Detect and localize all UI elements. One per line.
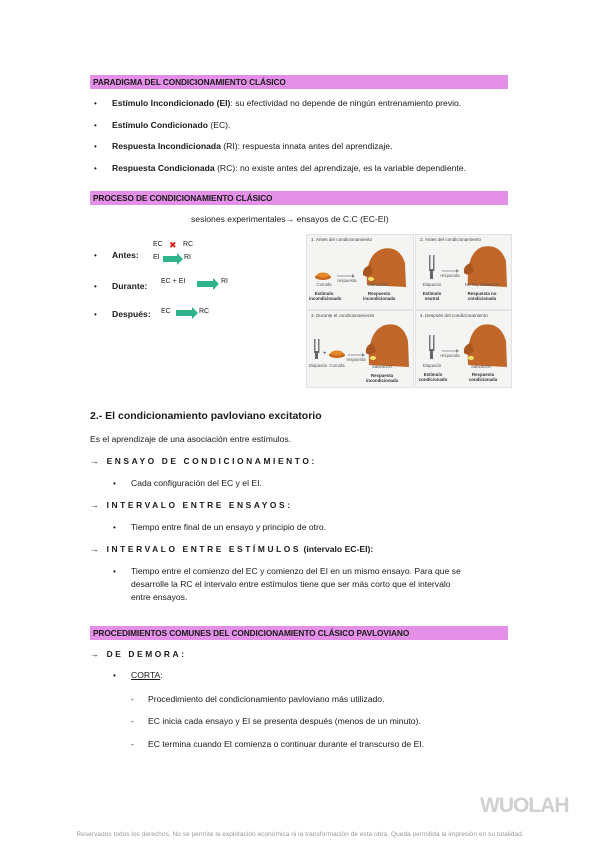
arrow: → <box>285 214 295 224</box>
durante-label: Durante: <box>112 281 148 291</box>
heading-suffix: : <box>181 649 187 659</box>
caption: Respuesta incondicionada <box>363 291 396 301</box>
arrow-icon <box>163 256 177 262</box>
figure-panel-3 <box>306 310 414 388</box>
response-label: Salivación <box>371 364 392 369</box>
arrow-icon: → <box>90 649 99 659</box>
panel-title: 4. Después del condicionamiento <box>420 313 488 318</box>
antes-label: Antes: <box>112 250 139 260</box>
heading-text: ENSAYO DE CONDICIONAMIENTO <box>106 456 312 466</box>
arrow-label: respuesta <box>440 353 460 358</box>
antes-ri: RI <box>184 254 191 261</box>
arrow-icon <box>176 310 192 316</box>
bullet: • <box>113 671 116 680</box>
item-text: entre ensayos. <box>131 592 188 602</box>
tuning-fork-icon <box>429 255 431 271</box>
dash: - <box>131 694 134 704</box>
dog-icon <box>369 324 409 367</box>
abbr: (EI) <box>216 98 231 108</box>
dog-icon <box>468 246 507 287</box>
list-item: EC termina cuando EI comienza o continuar durante el transcurso de EI. <box>148 739 425 749</box>
section-header-process: PROCESO DE CONDICIONAMIENTO CLÁSICO <box>90 191 508 205</box>
abbr: (EC) <box>210 120 229 130</box>
subtitle-tail: ensayos de C.C (EC-EI) <box>296 214 389 224</box>
term: Respuesta Incondicionada <box>112 141 221 151</box>
figure-panel-2 <box>415 234 512 310</box>
heading-suffix: : <box>287 500 293 510</box>
desc: : respuesta innata antes del aprendizaje. <box>237 141 393 151</box>
item-text: Tiempo entre el comienzo del EC y comienzo del EI en un mismo ensayo. Para que se <box>131 566 461 576</box>
process-despues <box>94 309 151 320</box>
antes-ei: EI <box>153 254 160 261</box>
section-header-procedures: PROCEDIMIENTOS COMUNES DEL CONDICIONAMIENTO CLÁSICO PAVLOVIANO <box>90 626 508 640</box>
arrow-icon: → <box>90 500 99 510</box>
caption: Estímulo condicionado <box>418 372 448 382</box>
subtitle-text: sesiones experimentales <box>191 214 286 224</box>
bullet: • <box>113 567 116 576</box>
response-label: Salivación <box>470 364 491 369</box>
antes-ec: EC <box>153 241 163 248</box>
food-icon <box>317 273 329 278</box>
wuolah-logo: WUOLAH <box>480 794 569 817</box>
heading-ensayo <box>90 456 317 466</box>
bullet: • <box>113 523 116 532</box>
item-text: desarrolle la RC el intervalo entre estímulos tiene que ser más corto que el intervalo <box>131 579 451 589</box>
despues-ec: EC <box>161 308 171 315</box>
list-item: Procedimiento del condicionamiento pavloviano más utilizado. <box>148 694 385 704</box>
bullet: • <box>94 142 97 151</box>
process-subtitle <box>191 214 389 225</box>
arrow-label: respuesta <box>337 278 357 283</box>
durante-ri: RI <box>221 278 228 285</box>
bullet: • <box>94 121 97 130</box>
section-title: 2.- El condicionamiento pavloviano excitatorio <box>90 410 322 422</box>
dog-icon <box>468 324 507 367</box>
sub-heading: CORTA <box>131 670 161 680</box>
arrow-label: respuesta <box>346 357 366 362</box>
list-item: EC inicia cada ensayo y EI se presenta después (menos de un minuto). <box>148 716 421 726</box>
durante-expr: EC + EI <box>161 278 186 285</box>
despues-rc: RC <box>199 308 210 315</box>
despues-label: Después: <box>112 309 151 319</box>
caption: Estímulo neutral <box>422 291 442 301</box>
caption: Respuesta condicionada <box>468 372 498 382</box>
list-item <box>94 98 462 109</box>
list-item <box>113 478 262 489</box>
stimulus-label: Comida <box>316 282 332 287</box>
list-item <box>94 120 231 131</box>
abbr: (RI) <box>223 141 238 151</box>
bullet: • <box>94 164 97 173</box>
sub-heading-suffix: : <box>160 670 163 680</box>
heading-demora <box>90 649 187 659</box>
dash: - <box>131 716 134 726</box>
figure-panel-1 <box>306 234 414 310</box>
process-durante <box>94 281 148 292</box>
bullet: • <box>94 282 97 291</box>
stimulus-label: Comida <box>329 363 345 368</box>
heading-text: DE DEMORA <box>106 649 182 659</box>
desc: : no existe antes del aprendizaje, es la variable dependiente. <box>235 163 466 173</box>
stimulus-label: Diapasón <box>308 363 328 368</box>
heading-intervalo-estimulos <box>90 544 373 554</box>
abbr: (RC) <box>217 163 236 173</box>
panel-title: 3. Durante el condicionamiento <box>311 313 375 318</box>
panel-title: 1. Antes del condicionamiento <box>311 237 373 242</box>
heading-text: INTERVALO ENTRE ENSAYOS <box>106 500 288 510</box>
list-item <box>113 566 461 577</box>
desc: . <box>228 120 231 130</box>
panel-title: 2. Antes del condicionamiento <box>420 237 482 242</box>
heading-intervalo-ensayos <box>90 500 293 510</box>
heading-suffix: : <box>311 456 317 466</box>
antes-rc: RC <box>183 241 194 248</box>
arrow-icon: → <box>90 544 99 554</box>
bullet: • <box>113 479 116 488</box>
caption: Respuesta no condicionada <box>467 291 497 301</box>
tuning-fork-icon <box>314 339 316 353</box>
list-item <box>94 141 393 152</box>
stimulus-label: Diapasón <box>422 282 442 287</box>
bullet: • <box>94 310 97 319</box>
arrow-icon: → <box>90 456 99 466</box>
response-label: Salivación <box>367 282 388 287</box>
section-header-paradigm: PARADIGMA DEL CONDICIONAMIENTO CLÁSICO <box>90 75 508 89</box>
term: Estímulo Condicionado <box>112 120 208 130</box>
bullet: • <box>94 99 97 108</box>
term: Estímulo Incondicionado <box>112 98 215 108</box>
list-item <box>94 163 466 174</box>
caption: Estímulo incondicionado <box>309 291 342 301</box>
bullet: • <box>94 251 97 260</box>
footer-notice: Reservados todos los derechos. No se permite la explotación económica ni la transformación de esta obra. Queda permitida la impresión en su totalidad. <box>76 831 524 838</box>
response-label: No hay salivación <box>464 282 500 287</box>
dash: - <box>131 739 134 749</box>
desc: : su efectividad no depende de ningún entrenamiento previo. <box>230 98 462 108</box>
section-intro: Es el aprendizaje de una asociación entre estímulos. <box>90 434 292 444</box>
item-text: Tiempo entre final de un ensayo y principio de otro. <box>131 522 327 532</box>
arrow-icon <box>197 281 213 287</box>
process-antes <box>94 250 139 261</box>
cross-icon: ✖ <box>169 240 177 250</box>
svg-text:+: + <box>323 351 327 357</box>
list-item <box>113 522 327 533</box>
arrow-label: respuesta <box>440 273 460 278</box>
figure-panel-4 <box>415 310 512 388</box>
caption: Respuesta incondicionada <box>365 373 399 383</box>
term: Respuesta Condicionada <box>112 163 215 173</box>
item-text: Cada configuración del EC y el EI. <box>131 478 262 488</box>
list-item <box>113 670 163 681</box>
heading-text: INTERVALO ENTRE ESTÍMULOS <box>106 544 302 554</box>
heading-suffix: (intervalo EC-EI): <box>303 544 374 554</box>
tuning-fork-icon <box>429 335 431 351</box>
stimulus-label: Diapasón <box>422 363 442 368</box>
